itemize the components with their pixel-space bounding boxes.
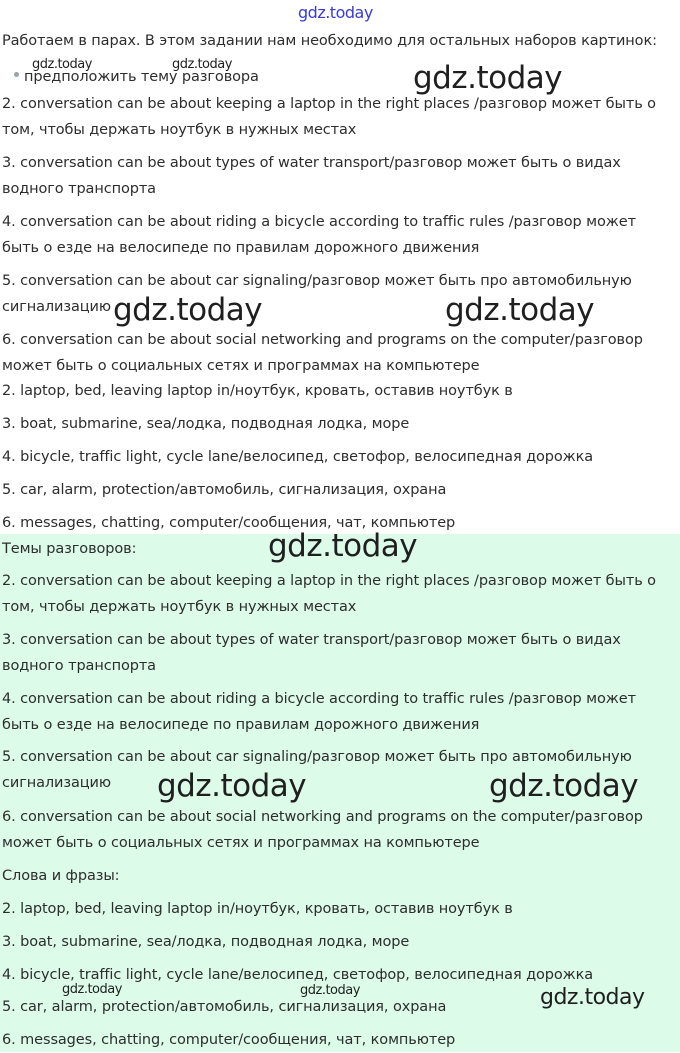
text-line: 6. conversation can be about social networking and programs on the computer/разговор	[2, 809, 643, 825]
text-line: сигнализацию	[2, 299, 111, 315]
watermark: gdz.today	[62, 982, 122, 997]
text-line: может быть о социальных сетях и программах на компьютере	[2, 358, 480, 374]
words-heading: Слова и фразы:	[2, 868, 120, 884]
text-line: 5. car, alarm, protection/автомобиль, сигнализация, охрана	[2, 482, 447, 498]
text-line: 2. laptop, bed, leaving laptop in/ноутбук, кровать, оставив ноутбук в	[2, 383, 513, 399]
text-line: сигнализацию	[2, 775, 111, 791]
watermark: gdz.today	[298, 3, 373, 22]
text-line: может быть о социальных сетях и программах на компьютере	[2, 835, 480, 851]
text-line: том, чтобы держать ноутбук в нужных местах	[2, 122, 357, 138]
text-line: быть о езде на велосипеде по правилам дорожного движения	[2, 717, 480, 733]
text-line: том, чтобы держать ноутбук в нужных местах	[2, 599, 357, 615]
text-line: 4. bicycle, traffic light, cycle lane/велосипед, светофор, велосипедная дорожка	[2, 967, 594, 983]
text-line: 3. boat, submarine, sea/лодка, подводная лодка, море	[2, 934, 410, 950]
topics-heading: Темы разговоров:	[2, 541, 137, 557]
intro-text: Работаем в парах. В этом задании нам необходимо для остальных наборов картинок:	[2, 33, 657, 49]
text-line: 2. conversation can be about keeping a laptop in the right places /разговор может быть о	[2, 573, 656, 589]
text-line: 4. conversation can be about riding a bicycle according to traffic rules /разговор может	[2, 214, 636, 230]
watermark: gdz.today	[300, 983, 360, 998]
watermark: gdz.today	[157, 768, 307, 804]
watermark: gdz.today	[540, 985, 645, 1010]
text-line: 5. conversation can be about car signaling/разговор может быть про автомобильную	[2, 273, 632, 289]
text-line: 6. messages, chatting, computer/сообщения, чат, компьютер	[2, 515, 456, 531]
text-line: водного транспорта	[2, 181, 156, 197]
text-line: 3. conversation can be about types of water transport/разговор может быть о видах	[2, 632, 621, 648]
watermark: gdz.today	[413, 60, 563, 96]
text-line: 5. conversation can be about car signaling/разговор может быть про автомобильную	[2, 749, 632, 765]
bullet-icon	[14, 72, 19, 77]
watermark: gdz.today	[113, 292, 263, 328]
text-line: 5. car, alarm, protection/автомобиль, сигнализация, охрана	[2, 999, 447, 1015]
bullet-text: предположить тему разговора	[24, 69, 259, 85]
watermark: gdz.today	[268, 528, 418, 564]
text-line: водного транспорта	[2, 658, 156, 674]
text-line: 3. conversation can be about types of water transport/разговор может быть о видах	[2, 155, 621, 171]
watermark: gdz.today	[172, 57, 232, 72]
watermark: gdz.today	[489, 768, 639, 804]
text-line: 3. boat, submarine, sea/лодка, подводная лодка, море	[2, 416, 410, 432]
watermark: gdz.today	[32, 57, 92, 72]
text-line: 4. conversation can be about riding a bicycle according to traffic rules /разговор может	[2, 691, 636, 707]
text-line: 6. conversation can be about social networking and programs on the computer/разговор	[2, 332, 643, 348]
text-line: быть о езде на велосипеде по правилам дорожного движения	[2, 240, 480, 256]
text-line: 2. conversation can be about keeping a laptop in the right places /разговор может быть о	[2, 96, 656, 112]
text-line: 6. messages, chatting, computer/сообщения, чат, компьютер	[2, 1032, 456, 1048]
watermark: gdz.today	[445, 292, 595, 328]
text-line: 2. laptop, bed, leaving laptop in/ноутбук, кровать, оставив ноутбук в	[2, 901, 513, 917]
text-line: 4. bicycle, traffic light, cycle lane/велосипед, светофор, велосипедная дорожка	[2, 449, 594, 465]
